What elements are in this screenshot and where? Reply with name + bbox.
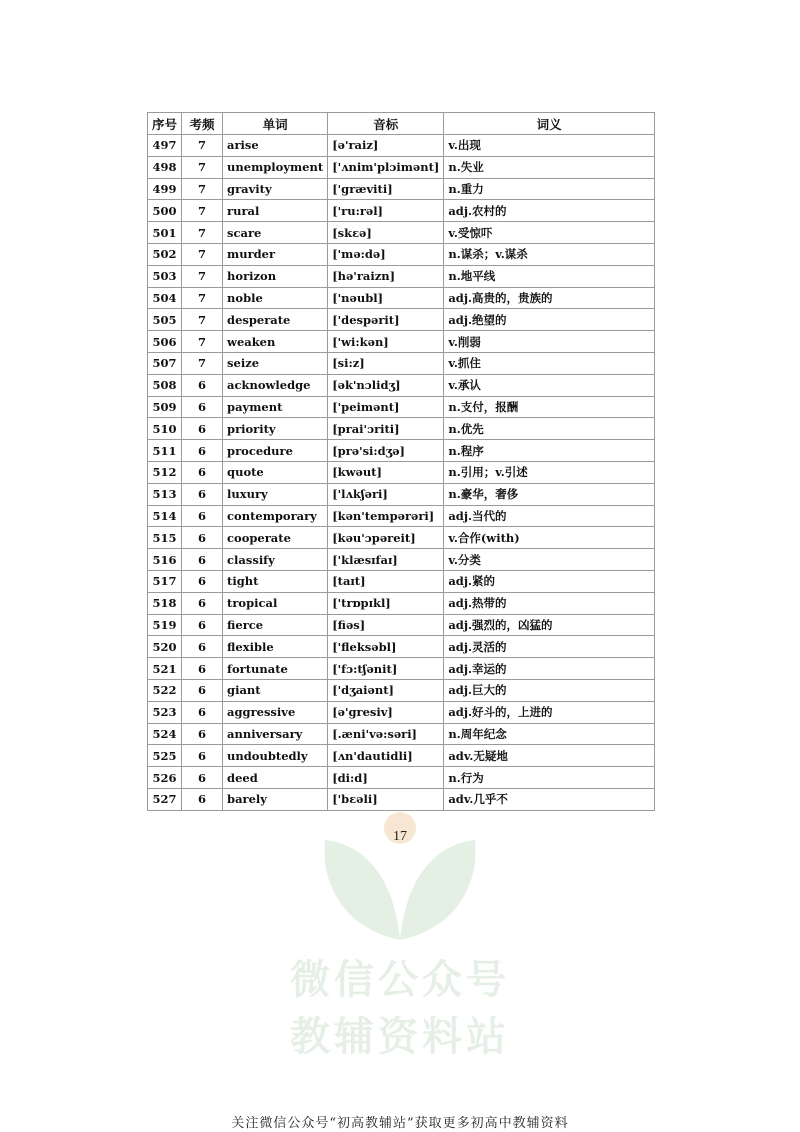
- row-meaning: n.支付，报酬: [444, 396, 655, 418]
- row-phonetic: ['peimənt]: [328, 396, 444, 418]
- page-number: 17: [393, 829, 407, 844]
- row-frequency: 6: [182, 396, 223, 418]
- row-meaning: n.引用；v.引述: [444, 461, 655, 483]
- row-meaning: adj.当代的: [444, 505, 655, 527]
- row-phonetic: ['bɛəli]: [328, 788, 444, 810]
- row-word: desperate: [223, 309, 328, 331]
- table-row: [148, 636, 655, 658]
- row-index: 497: [148, 135, 182, 157]
- row-word: barely: [223, 788, 328, 810]
- row-meaning: adv.无疑地: [444, 745, 655, 767]
- header-word: 单词: [223, 113, 328, 135]
- table-row: [148, 418, 655, 440]
- row-phonetic: [ə'gresiv]: [328, 701, 444, 723]
- row-meaning: n.行为: [444, 767, 655, 789]
- row-phonetic: ['mə:də]: [328, 243, 444, 265]
- table-row: [148, 309, 655, 331]
- row-phonetic: [si:z]: [328, 352, 444, 374]
- row-meaning: adj.农村的: [444, 200, 655, 222]
- row-meaning: n.重力: [444, 178, 655, 200]
- table-row: [148, 287, 655, 309]
- row-frequency: 6: [182, 527, 223, 549]
- row-meaning: n.程序: [444, 440, 655, 462]
- table-row: [148, 505, 655, 527]
- row-phonetic: ['lʌkʃəri]: [328, 483, 444, 505]
- table-row: [148, 527, 655, 549]
- row-word: acknowledge: [223, 374, 328, 396]
- table-row: [148, 374, 655, 396]
- row-index: 525: [148, 745, 182, 767]
- row-word: procedure: [223, 440, 328, 462]
- table-row: [148, 788, 655, 810]
- row-meaning: adj.幸运的: [444, 658, 655, 680]
- row-phonetic: [kwəut]: [328, 461, 444, 483]
- row-meaning: n.地平线: [444, 265, 655, 287]
- row-meaning: n.豪华，奢侈: [444, 483, 655, 505]
- row-word: aggressive: [223, 701, 328, 723]
- row-word: fortunate: [223, 658, 328, 680]
- row-phonetic: ['fɔ:tʃənit]: [328, 658, 444, 680]
- row-frequency: 7: [182, 156, 223, 178]
- table-row: [148, 461, 655, 483]
- row-index: 510: [148, 418, 182, 440]
- row-phonetic: ['dʒaiənt]: [328, 679, 444, 701]
- row-meaning: adj.紧的: [444, 570, 655, 592]
- table-row: [148, 679, 655, 701]
- row-meaning: v.抓住: [444, 352, 655, 374]
- table-row: [148, 570, 655, 592]
- row-frequency: 6: [182, 505, 223, 527]
- row-frequency: 7: [182, 243, 223, 265]
- row-frequency: 6: [182, 636, 223, 658]
- table-row: [148, 701, 655, 723]
- row-word: anniversary: [223, 723, 328, 745]
- row-meaning: adj.绝望的: [444, 309, 655, 331]
- row-phonetic: ['despərit]: [328, 309, 444, 331]
- row-index: 509: [148, 396, 182, 418]
- row-meaning: n.优先: [444, 418, 655, 440]
- row-frequency: 6: [182, 374, 223, 396]
- row-word: horizon: [223, 265, 328, 287]
- row-index: 513: [148, 483, 182, 505]
- table-row: [148, 614, 655, 636]
- row-frequency: 6: [182, 418, 223, 440]
- row-phonetic: [ʌn'dautidli]: [328, 745, 444, 767]
- table-row: [148, 745, 655, 767]
- row-word: luxury: [223, 483, 328, 505]
- row-phonetic: ['klæsɪfaɪ]: [328, 549, 444, 571]
- row-index: 504: [148, 287, 182, 309]
- table-row: [148, 658, 655, 680]
- row-frequency: 7: [182, 352, 223, 374]
- row-word: undoubtedly: [223, 745, 328, 767]
- row-frequency: 7: [182, 309, 223, 331]
- row-phonetic: [prə'si:dʒə]: [328, 440, 444, 462]
- row-index: 505: [148, 309, 182, 331]
- row-index: 521: [148, 658, 182, 680]
- row-frequency: 6: [182, 788, 223, 810]
- row-index: 514: [148, 505, 182, 527]
- row-frequency: 6: [182, 723, 223, 745]
- table-row: [148, 243, 655, 265]
- row-index: 511: [148, 440, 182, 462]
- row-frequency: 7: [182, 200, 223, 222]
- row-frequency: 6: [182, 592, 223, 614]
- table-row: [148, 222, 655, 244]
- row-frequency: 6: [182, 549, 223, 571]
- row-word: fierce: [223, 614, 328, 636]
- row-index: 502: [148, 243, 182, 265]
- watermark-line-2: 教辅资料站: [290, 1014, 510, 1060]
- row-index: 518: [148, 592, 182, 614]
- row-phonetic: [fiəs]: [328, 614, 444, 636]
- row-meaning: n.失业: [444, 156, 655, 178]
- row-meaning: adj.巨大的: [444, 679, 655, 701]
- table-row: [148, 396, 655, 418]
- row-phonetic: ['græviti]: [328, 178, 444, 200]
- row-phonetic: [skɛə]: [328, 222, 444, 244]
- row-word: seize: [223, 352, 328, 374]
- row-phonetic: [di:d]: [328, 767, 444, 789]
- row-word: contemporary: [223, 505, 328, 527]
- row-word: cooperate: [223, 527, 328, 549]
- row-phonetic: [prai'ɔriti]: [328, 418, 444, 440]
- row-meaning: v.削弱: [444, 331, 655, 353]
- row-index: 526: [148, 767, 182, 789]
- row-frequency: 6: [182, 483, 223, 505]
- row-phonetic: ['ʌnim'plɔimənt]: [328, 156, 444, 178]
- row-phonetic: [kəu'ɔpəreit]: [328, 527, 444, 549]
- row-index: 506: [148, 331, 182, 353]
- row-phonetic: [ək'nɔlidʒ]: [328, 374, 444, 396]
- row-meaning: adj.灵活的: [444, 636, 655, 658]
- table-row: [148, 483, 655, 505]
- row-word: weaken: [223, 331, 328, 353]
- table-row: [148, 156, 655, 178]
- table-row: [148, 549, 655, 571]
- vocabulary-table: [147, 112, 655, 811]
- row-frequency: 6: [182, 679, 223, 701]
- row-meaning: v.分类: [444, 549, 655, 571]
- row-meaning: adj.热带的: [444, 592, 655, 614]
- row-index: 517: [148, 570, 182, 592]
- row-word: payment: [223, 396, 328, 418]
- row-index: 524: [148, 723, 182, 745]
- row-index: 516: [148, 549, 182, 571]
- row-phonetic: [taɪt]: [328, 570, 444, 592]
- table-row: [148, 178, 655, 200]
- table-row: [148, 331, 655, 353]
- row-word: noble: [223, 287, 328, 309]
- row-phonetic: ['ru:rəl]: [328, 200, 444, 222]
- row-frequency: 7: [182, 265, 223, 287]
- table-row: [148, 767, 655, 789]
- row-phonetic: [kən'tempərəri]: [328, 505, 444, 527]
- row-meaning: v.承认: [444, 374, 655, 396]
- footer-note: 关注微信公众号“初高教辅站”获取更多初高中教辅资料: [231, 1116, 569, 1131]
- row-phonetic: ['trɒpɪkl]: [328, 592, 444, 614]
- row-meaning: n.谋杀；v.谋杀: [444, 243, 655, 265]
- row-meaning: adj.强烈的，凶猛的: [444, 614, 655, 636]
- row-index: 500: [148, 200, 182, 222]
- row-word: classify: [223, 549, 328, 571]
- table-row: [148, 352, 655, 374]
- row-index: 498: [148, 156, 182, 178]
- row-index: 512: [148, 461, 182, 483]
- row-frequency: 6: [182, 745, 223, 767]
- row-index: 515: [148, 527, 182, 549]
- row-word: arise: [223, 135, 328, 157]
- row-phonetic: [ə'raiz]: [328, 135, 444, 157]
- row-word: quote: [223, 461, 328, 483]
- row-word: gravity: [223, 178, 328, 200]
- table-header-row: [148, 113, 655, 135]
- table-row: [148, 265, 655, 287]
- header-meaning: 词义: [444, 113, 655, 135]
- row-frequency: 7: [182, 135, 223, 157]
- row-word: murder: [223, 243, 328, 265]
- row-word: priority: [223, 418, 328, 440]
- table-body: [148, 135, 655, 811]
- row-frequency: 6: [182, 701, 223, 723]
- row-frequency: 7: [182, 178, 223, 200]
- row-meaning: v.受惊吓: [444, 222, 655, 244]
- header-frequency: 考频: [182, 113, 223, 135]
- row-meaning: v.出现: [444, 135, 655, 157]
- row-word: deed: [223, 767, 328, 789]
- row-word: rural: [223, 200, 328, 222]
- row-index: 522: [148, 679, 182, 701]
- row-phonetic: [.æni'və:səri]: [328, 723, 444, 745]
- row-index: 503: [148, 265, 182, 287]
- row-index: 527: [148, 788, 182, 810]
- row-index: 508: [148, 374, 182, 396]
- row-frequency: 6: [182, 461, 223, 483]
- row-frequency: 6: [182, 614, 223, 636]
- row-phonetic: ['wi:kən]: [328, 331, 444, 353]
- row-frequency: 6: [182, 767, 223, 789]
- row-index: 499: [148, 178, 182, 200]
- row-word: scare: [223, 222, 328, 244]
- row-meaning: adv.几乎不: [444, 788, 655, 810]
- row-word: tight: [223, 570, 328, 592]
- table-row: [148, 723, 655, 745]
- table-row: [148, 200, 655, 222]
- row-phonetic: ['nəubl]: [328, 287, 444, 309]
- row-frequency: 7: [182, 222, 223, 244]
- row-index: 519: [148, 614, 182, 636]
- row-meaning: n.周年纪念: [444, 723, 655, 745]
- header-index: 序号: [148, 113, 182, 135]
- watermark-leaf-icon: [280, 800, 520, 950]
- row-meaning: v.合作(with): [444, 527, 655, 549]
- row-word: giant: [223, 679, 328, 701]
- row-index: 501: [148, 222, 182, 244]
- table-row: [148, 135, 655, 157]
- row-index: 507: [148, 352, 182, 374]
- row-index: 520: [148, 636, 182, 658]
- row-frequency: 6: [182, 440, 223, 462]
- watermark-line-1: 微信公众号: [290, 957, 510, 1003]
- table-row: [148, 592, 655, 614]
- row-phonetic: [hə'raizn]: [328, 265, 444, 287]
- row-frequency: 6: [182, 570, 223, 592]
- row-meaning: adj.好斗的，上进的: [444, 701, 655, 723]
- row-frequency: 7: [182, 287, 223, 309]
- row-frequency: 6: [182, 658, 223, 680]
- row-word: flexible: [223, 636, 328, 658]
- row-meaning: adj.高贵的，贵族的: [444, 287, 655, 309]
- table-row: [148, 440, 655, 462]
- row-phonetic: ['fleksəbl]: [328, 636, 444, 658]
- row-word: tropical: [223, 592, 328, 614]
- row-word: unemployment: [223, 156, 328, 178]
- row-frequency: 7: [182, 331, 223, 353]
- row-index: 523: [148, 701, 182, 723]
- header-phonetic: 音标: [328, 113, 444, 135]
